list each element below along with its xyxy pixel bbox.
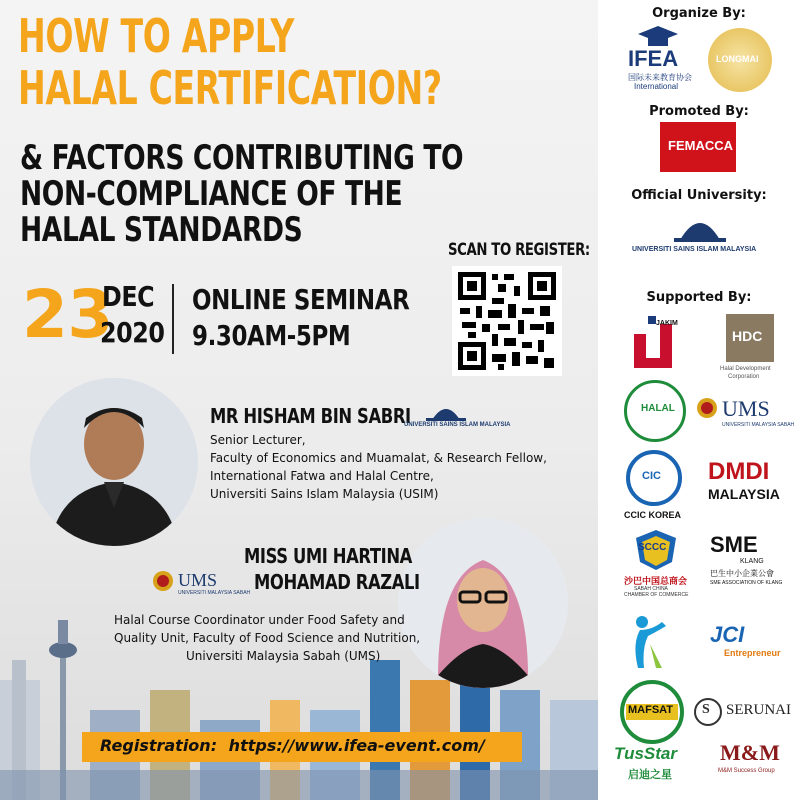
usim-logo (632, 206, 772, 262)
tusstar-logo (614, 744, 698, 788)
speaker1-name: MR HISHAM BIN SABRI (210, 404, 411, 428)
hdc-logo-text: HDC (732, 328, 763, 344)
subtitle-line2: NON-COMPLIANCE OF THE (20, 174, 403, 214)
university-heading: Official University: (631, 188, 767, 203)
speaker2-name-line1: MISS UMI HARTINA (244, 544, 412, 568)
mafsat-logo (620, 680, 684, 744)
sme-logo (706, 532, 792, 592)
ums-badge-text: UMS (178, 570, 218, 590)
speaker1-line: Universiti Sains Islam Malaysia (USIM) (210, 487, 439, 501)
speaker2-line: Universiti Malaysia Sabah (UMS) (186, 649, 381, 663)
ums-badge-subtext: UNIVERSITI MALAYSIA SABAH (178, 590, 251, 596)
speaker2-photo (398, 518, 568, 688)
ums-logo-subtext: UNIVERSITI MALAYSIA SABAH (722, 422, 795, 428)
halal-logo (624, 380, 686, 442)
ifea-logo-cn: 国际未来教育协会 (628, 73, 692, 82)
cic-logo (626, 450, 682, 506)
jci-logo-sub: Entrepreneur (724, 648, 781, 658)
jci-logo-text: JCI (710, 622, 745, 647)
sme-logo-cn: 巴生中小企業公會 (710, 569, 774, 578)
mm-logo-text: M&M (720, 740, 780, 765)
sccc-logo-sub1: SABAH CHINA (634, 586, 668, 592)
speaker1-line: Faculty of Economics and Muamalat, & Research Fellow, (210, 451, 547, 465)
ifea-logo-sub: International (634, 82, 679, 91)
usim-dome-icon (670, 206, 730, 242)
femacca-logo-text: FEMACCA (668, 138, 733, 153)
scan-label: SCAN TO REGISTER: (448, 240, 590, 260)
femacca-logo (660, 122, 736, 172)
sccc-logo-sub2: CHAMBER OF COMMERCE (624, 592, 689, 598)
sccc-logo (622, 528, 692, 608)
cic-logo-text: CIC (642, 470, 661, 482)
speaker2-line: Halal Course Coordinator under Food Safety and (114, 613, 405, 627)
main-title-line2: HALAL CERTIFICATION? (18, 61, 442, 115)
hdc-logo-sub2: Corporation (728, 374, 760, 380)
graduation-cap-icon (638, 26, 678, 48)
promoted-heading: Promoted By: (649, 104, 749, 119)
speaker1-line: Senior Lecturer, (210, 433, 306, 447)
sponsor-sidebar (598, 0, 800, 800)
event-time: 9.30AM-5PM (192, 319, 351, 352)
sme-logo-sub: SME ASSOCIATION OF KLANG (710, 580, 783, 586)
person-icon (398, 518, 568, 688)
sme-logo-klang: KLANG (740, 558, 764, 565)
usim-badge (404, 398, 511, 436)
date-month: DEC (102, 280, 155, 313)
main-title-line1: HOW TO APPLY (18, 9, 295, 63)
dmdi-logo-sub: MALAYSIA (708, 486, 780, 502)
subtitle (20, 138, 464, 250)
mm-logo (710, 740, 796, 788)
person-figure-icon (622, 614, 672, 670)
ccic-label: CCIC KOREA (624, 510, 682, 520)
main-title (18, 9, 442, 115)
tusstar-logo-cn: 启迪之星 (628, 769, 672, 781)
mafsat-logo-text: MAFSAT (628, 704, 674, 716)
ums-crest-icon (152, 570, 174, 592)
speaker2-line: Quality Unit, Faculty of Food Science and Nutrition, (114, 631, 421, 645)
ums-logo-text: UMS (722, 396, 770, 421)
usim-dome-icon (404, 398, 488, 422)
ums-logo (696, 396, 796, 430)
ums-crest-icon (696, 396, 718, 420)
serunai-logo-text: SERUNAI (726, 702, 792, 718)
jakim-logo-text: JAKIM (656, 320, 678, 327)
event-type: ONLINE SEMINAR (192, 283, 410, 316)
hdc-logo (718, 314, 784, 380)
sccc-logo-cn: 沙巴中国总商会 (624, 576, 688, 586)
organize-heading: Organize By: (652, 6, 746, 21)
tusstar-logo-text: TusStar (614, 744, 677, 763)
subtitle-line1: & FACTORS CONTRIBUTING TO (20, 138, 464, 178)
jakim-logo (626, 314, 686, 374)
serunai-logo: S SERUNAI (694, 694, 798, 730)
longmai-logo-text: LONGMAI (716, 54, 759, 64)
registration-link[interactable]: https://www.ifea-event.com/ (228, 736, 485, 755)
ifea-logo-text: IFEA (628, 46, 679, 71)
usim-badge-text: UNIVERSITI SAINS ISLAM MALAYSIA (404, 422, 511, 428)
longmai-logo (708, 28, 772, 92)
registration-text (100, 736, 485, 755)
halal-logo-text: HALAL (641, 403, 675, 414)
hdc-logo-sub1: Halal Development (720, 366, 771, 372)
date-day: 23 (22, 276, 113, 353)
speaker1-line: International Fatwa and Halal Centre, (210, 469, 434, 483)
person-icon (30, 378, 198, 546)
registration-label: Registration: (100, 736, 218, 755)
mm-logo-sub: M&M Success Group (718, 768, 775, 774)
jci-logo (706, 622, 792, 672)
ifea-logo (620, 26, 700, 96)
date-divider (172, 284, 174, 354)
registration-qr-code[interactable] (452, 266, 562, 376)
speaker2-name-line2: MOHAMAD RAZALI (254, 570, 420, 594)
sme-logo-text: SME (710, 532, 758, 557)
dmdi-logo-text: DMDI (708, 458, 770, 485)
supported-heading: Supported By: (646, 290, 752, 305)
halal-association-logo (622, 614, 682, 674)
ums-badge (152, 570, 251, 600)
speaker1-photo (30, 378, 198, 546)
sccc-logo-text: SCCC (638, 542, 667, 553)
usim-logo-text: UNIVERSITI SAINS ISLAM MALAYSIA (632, 246, 757, 253)
date-year: 2020 (100, 316, 165, 349)
subtitle-line3: HALAL STANDARDS (20, 210, 303, 250)
qr-code-icon (458, 272, 556, 370)
dmdi-logo (704, 458, 794, 508)
